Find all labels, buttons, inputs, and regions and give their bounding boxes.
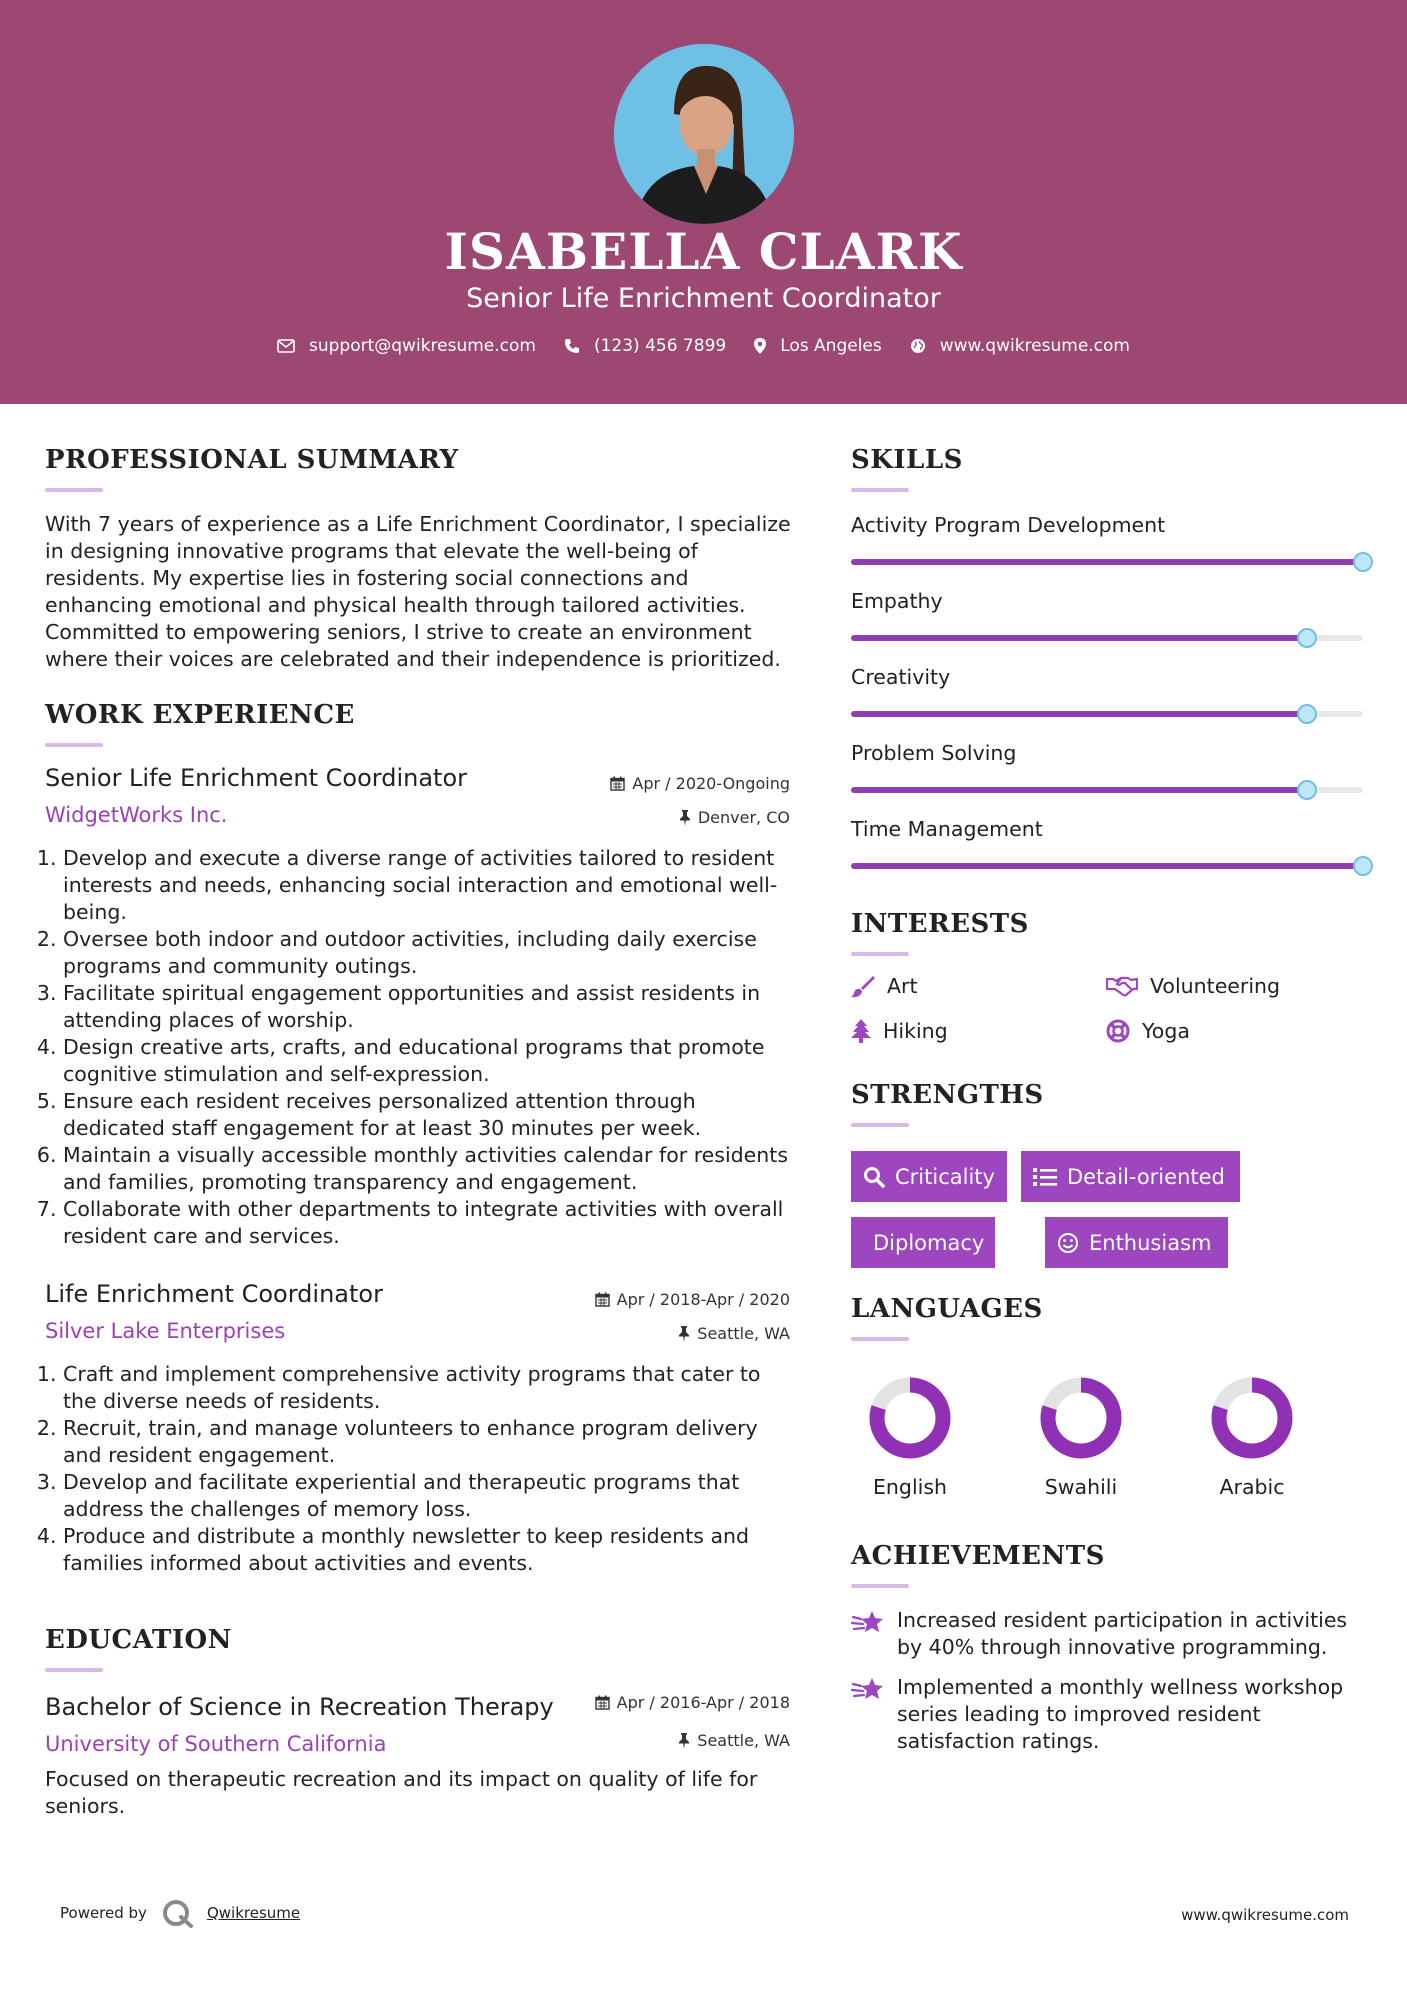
skill-level-knob — [1297, 704, 1317, 724]
interest-volunteering — [1106, 974, 1280, 998]
summary-underline — [45, 488, 103, 492]
qwikresume-logo-icon — [161, 1898, 195, 1928]
interest-hiking — [851, 1019, 948, 1043]
achievements-heading: ACHIEVEMENTS — [851, 1541, 1105, 1571]
list-item: 5. Ensure each resident receives personalized attention through dedicated staff engagement for at least 30 minutes per week. — [63, 1088, 797, 1142]
search-icon — [863, 1166, 885, 1188]
website-text: www.qwikresume.com — [939, 336, 1130, 356]
skill-level-fill — [851, 863, 1363, 869]
skill-level-fill — [851, 559, 1363, 565]
paintbrush-icon — [851, 974, 875, 998]
language-label: English — [872, 1475, 948, 1499]
job-title: Senior Life Enrichment Coordinator — [45, 764, 468, 792]
skill-name: Activity Program Development — [851, 513, 1166, 537]
candidate-name: ISABELLA CLARK — [444, 222, 963, 281]
list-item: 7. Collaborate with other departments to integrate activities with overall resident care and services. — [63, 1196, 797, 1250]
lifering-icon — [1106, 1019, 1130, 1043]
achievement-item — [851, 1607, 1371, 1661]
education-dates-text: Apr / 2016-Apr / 2018 — [616, 1693, 790, 1712]
languages-underline — [851, 1337, 909, 1341]
education-heading: EDUCATION — [45, 1625, 232, 1655]
pushpin-icon — [679, 810, 691, 826]
list-item: 3. Facilitate spiritual engagement opportunities and assist residents in attending places of worship. — [63, 980, 797, 1034]
education-underline — [45, 1668, 103, 1672]
language-label: Swahili — [1044, 1475, 1118, 1499]
job-location-text: Seattle, WA — [697, 1324, 790, 1343]
phone-text: (123) 456 7899 — [593, 336, 727, 356]
list-item: 1. Develop and execute a diverse range of activities tailored to resident interests and needs, enhancing social interaction and emotional well-being. — [63, 845, 797, 926]
interest-label: Hiking — [883, 1019, 948, 1043]
job-bullets — [45, 845, 797, 1250]
qwikresume-link[interactable]: Qwikresume — [206, 1904, 301, 1922]
skill-name: Empathy — [851, 589, 943, 613]
job-location — [679, 808, 790, 827]
job-dates-text: Apr / 2018-Apr / 2020 — [616, 1290, 790, 1309]
skill-track — [851, 711, 1363, 717]
contact-website[interactable] — [910, 336, 1130, 356]
avatar-icon — [614, 44, 794, 224]
candidate-title: Senior Life Enrichment Coordinator — [466, 283, 941, 314]
job-dates-text: Apr / 2020-Ongoing — [632, 774, 790, 793]
handshake-icon — [1106, 975, 1138, 997]
strength-badge-criticality — [851, 1151, 1007, 1202]
achievement-text: Increased resident participation in activities by 40% through innovative programming. — [897, 1608, 1348, 1659]
education-location — [678, 1731, 790, 1750]
contact-email[interactable] — [277, 336, 536, 356]
skill-level-knob — [1353, 552, 1373, 572]
job-title: Life Enrichment Coordinator — [45, 1280, 383, 1308]
contact-bar — [0, 336, 1407, 356]
interest-yoga — [1106, 1019, 1190, 1043]
list-item: 2. Oversee both indoor and outdoor activities, including daily exercise programs and community outings. — [63, 926, 797, 980]
summary-text: With 7 years of experience as a Life Enrichment Coordinator, I specialize in designing innovative programs that elevate the well-being of residents. My expertise lies in fostering social connections and enhancing emotional and physical health through tailored activities. Committed to empowering seniors, I strive to create an environment where their voices are celebrated and their independence is prioritized. — [45, 512, 791, 671]
email-text: support@qwikresume.com — [309, 336, 536, 356]
job-location — [678, 1324, 790, 1343]
profile-photo — [614, 44, 794, 224]
skill-level-fill — [851, 711, 1307, 717]
interest-label: Volunteering — [1150, 974, 1281, 998]
interest-art — [851, 974, 918, 998]
language-item — [860, 1375, 960, 1499]
company-name: Silver Lake Enterprises — [45, 1319, 286, 1343]
strength-badge-detail-oriented — [1021, 1151, 1240, 1202]
pushpin-icon — [678, 1326, 690, 1342]
company-name: WidgetWorks Inc. — [45, 803, 228, 827]
experience-underline — [45, 743, 103, 747]
shooting-star-icon — [851, 1609, 885, 1635]
skill-level-fill — [851, 787, 1307, 793]
achievements-underline — [851, 1584, 909, 1588]
phone-icon — [564, 338, 580, 354]
skill-track — [851, 787, 1363, 793]
job-dates — [595, 1290, 790, 1309]
interest-label: Yoga — [1142, 1019, 1190, 1043]
skill-level-knob — [1353, 856, 1373, 876]
pushpin-icon — [678, 1733, 690, 1749]
contact-location — [754, 336, 882, 356]
skill-level-knob — [1297, 780, 1317, 800]
powered-by-text: Powered by — [60, 1904, 147, 1922]
strength-badge-enthusiasm — [1045, 1217, 1228, 1268]
contact-phone[interactable] — [564, 336, 726, 356]
interests-underline — [851, 952, 909, 956]
strength-label: Criticality — [895, 1164, 995, 1189]
skill-name: Time Management — [851, 817, 1043, 841]
shooting-star-icon — [851, 1676, 885, 1702]
list-item: 1. Craft and implement comprehensive activity programs that cater to the diverse needs of residents. — [63, 1361, 797, 1415]
globe-icon — [910, 338, 926, 354]
skills-underline — [851, 488, 909, 492]
strengths-underline — [851, 1123, 909, 1127]
languages-heading: LANGUAGES — [851, 1294, 1043, 1324]
experience-heading: WORK EXPERIENCE — [45, 700, 355, 730]
calendar-icon — [595, 1695, 610, 1710]
footer-powered-by — [60, 1898, 300, 1928]
achievement-text: Implemented a monthly wellness workshop series leading to improved resident satisfaction ratings. — [897, 1675, 1344, 1753]
strengths-heading: STRENGTHS — [851, 1080, 1044, 1110]
strength-label: Enthusiasm — [1089, 1230, 1212, 1255]
skill-level-knob — [1297, 628, 1317, 648]
skill-track — [851, 559, 1363, 565]
skill-name: Creativity — [851, 665, 951, 689]
language-label: Arabic — [1219, 1475, 1285, 1499]
language-item — [1031, 1375, 1131, 1499]
smile-icon — [1057, 1232, 1079, 1254]
list-item: 4. Design creative arts, crafts, and educational programs that promote cognitive stimulation and self-expression. — [63, 1034, 797, 1088]
tree-icon — [851, 1019, 871, 1043]
achievement-item — [851, 1674, 1371, 1755]
job-bullets — [45, 1361, 797, 1577]
school-name: University of Southern California — [45, 1732, 387, 1756]
interests-heading: INTERESTS — [851, 909, 1029, 939]
language-item — [1202, 1375, 1302, 1499]
list-item: 2. Recruit, train, and manage volunteers to enhance program delivery and resident engagement. — [63, 1415, 797, 1469]
language-donut — [867, 1375, 953, 1461]
calendar-icon — [610, 776, 625, 791]
map-pin-icon — [754, 338, 766, 354]
language-donut — [1209, 1375, 1295, 1461]
education-location-text: Seattle, WA — [697, 1731, 790, 1750]
education-description: Focused on therapeutic recreation and its impact on quality of life for seniors. — [45, 1767, 758, 1818]
summary-heading: PROFESSIONAL SUMMARY — [45, 445, 459, 475]
location-text: Los Angeles — [780, 336, 882, 356]
skills-heading: SKILLS — [851, 445, 963, 475]
education-dates — [595, 1693, 790, 1712]
interest-label: Art — [887, 974, 918, 998]
job-dates — [610, 774, 790, 793]
degree-title: Bachelor of Science in Recreation Therapy — [45, 1693, 554, 1721]
job-location-text: Denver, CO — [697, 808, 790, 827]
skill-level-fill — [851, 635, 1307, 641]
language-donut — [1038, 1375, 1124, 1461]
strength-label: Diplomacy — [873, 1230, 985, 1255]
footer-website[interactable]: www.qwikresume.com — [1181, 1906, 1349, 1924]
skill-track — [851, 635, 1363, 641]
skill-name: Problem Solving — [851, 741, 1017, 765]
envelope-icon — [277, 339, 295, 353]
resume-header — [0, 0, 1407, 404]
list-item: 3. Develop and facilitate experiential and therapeutic programs that address the challenges of memory loss. — [63, 1469, 797, 1523]
list-icon — [1033, 1167, 1057, 1187]
strength-badge-diplomacy — [851, 1217, 995, 1268]
calendar-icon — [595, 1292, 610, 1307]
skill-track — [851, 863, 1363, 869]
strength-label: Detail-oriented — [1067, 1164, 1225, 1189]
list-item: 6. Maintain a visually accessible monthly activities calendar for residents and families, promoting transparency and engagement. — [63, 1142, 797, 1196]
list-item: 4. Produce and distribute a monthly newsletter to keep residents and families informed about activities and events. — [63, 1523, 797, 1577]
